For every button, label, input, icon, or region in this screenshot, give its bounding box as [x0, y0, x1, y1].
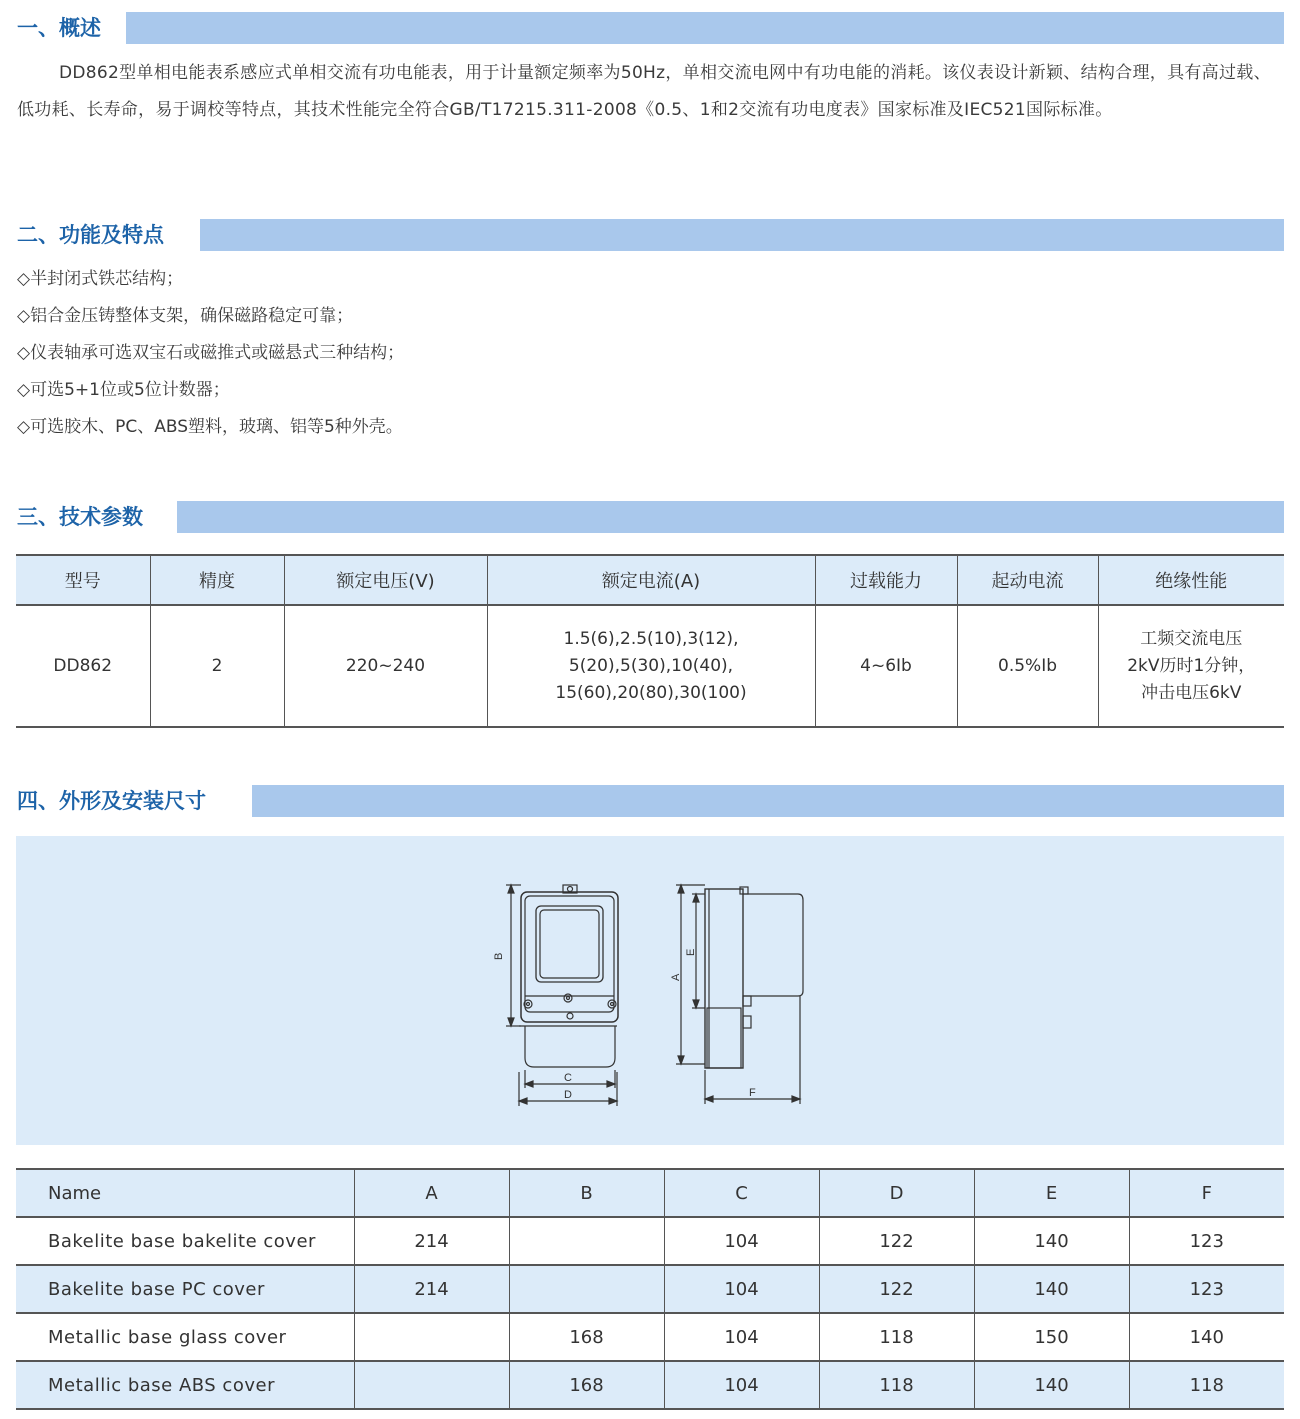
cell-name: Metallic base glass cover: [16, 1313, 354, 1361]
dims-header-row: [16, 1169, 1284, 1217]
header-insulation: 绝缘性能: [1098, 555, 1284, 605]
header-voltage: 额定电压(V): [284, 555, 487, 605]
header-model: 型号: [16, 555, 150, 605]
label-e: E: [685, 948, 697, 956]
cell-name: Bakelite base PC cover: [16, 1265, 354, 1313]
spec-data-row: [16, 605, 1284, 727]
cell-current: [487, 605, 815, 727]
table-row: [16, 1217, 1284, 1265]
cell-b: 168: [509, 1361, 664, 1409]
cell-e: 140: [974, 1361, 1129, 1409]
cell-b: [509, 1217, 664, 1265]
section-header-features: [0, 218, 1300, 252]
overview-paragraph: [17, 55, 1285, 129]
cell-d: 122: [819, 1217, 974, 1265]
insulation-line: 冲击电压6kV: [1141, 682, 1242, 703]
label-b: B: [493, 952, 505, 960]
header-f: F: [1129, 1169, 1284, 1217]
cell-f: 140: [1129, 1313, 1284, 1361]
section-header-bar: [252, 785, 1284, 817]
header-overload: 过载能力: [815, 555, 957, 605]
insulation-line: 2kV历时1分钟，: [1127, 655, 1256, 676]
feature-item: ◇仪表轴承可选双宝石或磁推式或磁悬式三种结构；: [17, 343, 405, 363]
cell-a: [354, 1361, 509, 1409]
cell-overload: 4~6Ib: [815, 605, 957, 727]
cell-c: 104: [664, 1217, 819, 1265]
feature-item: ◇铝合金压铸整体支架，确保磁路稳定可靠；: [17, 306, 354, 326]
cell-e: 140: [974, 1217, 1129, 1265]
cell-name: Bakelite base bakelite cover: [16, 1217, 354, 1265]
insulation-line: 工频交流电压: [1140, 628, 1243, 649]
section-header-bar: [200, 219, 1284, 251]
cell-model: DD862: [16, 605, 150, 727]
section-header-params: [0, 500, 1300, 534]
header-c: C: [664, 1169, 819, 1217]
overview-text: DD862型单相电能表系感应式单相交流有功电能表，用于计量额定频率为50Hz，单相交流电网中有功电能的消耗。该仪表设计新颖、结构合理，具有高过载、低功耗、长寿命，易于调校等特点，其技术性能完全符合GB/T17215.311-2008《0.5、1和2交流有功电度表》国家标准及IEC521国际标准。: [17, 63, 1271, 120]
cell-d: 118: [819, 1313, 974, 1361]
cell-a: 214: [354, 1265, 509, 1313]
table-row: [16, 1361, 1284, 1409]
section-title-features: 二、功能及特点: [17, 218, 176, 252]
label-f: F: [749, 1087, 756, 1099]
header-d: D: [819, 1169, 974, 1217]
cell-f: 123: [1129, 1217, 1284, 1265]
current-line: 15(60),20(80),30(100): [555, 682, 747, 703]
cell-a: [354, 1313, 509, 1361]
dimension-diagram-panel: [16, 836, 1284, 1145]
spec-header-row: [16, 555, 1284, 605]
header-b: B: [509, 1169, 664, 1217]
feature-list: [17, 261, 404, 446]
section-header-bar: [177, 501, 1284, 533]
header-start-current: 起动电流: [957, 555, 1098, 605]
cell-d: 122: [819, 1265, 974, 1313]
header-accuracy: 精度: [150, 555, 284, 605]
cell-voltage: 220~240: [284, 605, 487, 727]
cell-start-current: 0.5%Ib: [957, 605, 1098, 727]
cell-f: 123: [1129, 1265, 1284, 1313]
header-name: Name: [16, 1169, 354, 1217]
cell-c: 104: [664, 1361, 819, 1409]
cell-b: [509, 1265, 664, 1313]
header-e: E: [974, 1169, 1129, 1217]
section-header-dimensions: [0, 784, 1300, 818]
meter-dimension-drawing: [16, 836, 1284, 1145]
cell-name: Metallic base ABS cover: [16, 1361, 354, 1409]
section-header-overview: [0, 11, 1300, 45]
section-title-params: 三、技术参数: [17, 500, 155, 534]
current-line: 1.5(6),2.5(10),3(12),: [563, 628, 739, 649]
section-title-overview: 一、概述: [17, 11, 113, 45]
label-c: C: [564, 1072, 572, 1084]
cell-c: 104: [664, 1313, 819, 1361]
cell-e: 150: [974, 1313, 1129, 1361]
label-d: D: [564, 1089, 572, 1101]
table-row: [16, 1265, 1284, 1313]
side-view: [676, 885, 803, 1104]
spec-table: [16, 554, 1284, 728]
section-title-dimensions: 四、外形及安装尺寸: [17, 784, 218, 818]
cell-a: 214: [354, 1217, 509, 1265]
front-view: [506, 885, 618, 1106]
header-current: 额定电流(A): [487, 555, 815, 605]
cell-d: 118: [819, 1361, 974, 1409]
table-row: [16, 1313, 1284, 1361]
dimensions-table: [16, 1168, 1284, 1410]
feature-item: ◇可选胶木、PC、ABS塑料，玻璃、铝等5种外壳。: [17, 417, 403, 437]
feature-item: ◇可选5+1位或5位计数器；: [17, 380, 230, 400]
section-header-bar: [126, 12, 1284, 44]
cell-accuracy: 2: [150, 605, 284, 727]
cell-f: 118: [1129, 1361, 1284, 1409]
header-a: A: [354, 1169, 509, 1217]
cell-b: 168: [509, 1313, 664, 1361]
cell-insulation: [1098, 605, 1284, 727]
label-a: A: [670, 973, 682, 981]
cell-e: 140: [974, 1265, 1129, 1313]
feature-item: ◇半封闭式铁芯结构；: [17, 269, 184, 289]
cell-c: 104: [664, 1265, 819, 1313]
current-line: 5(20),5(30),10(40),: [568, 655, 734, 676]
